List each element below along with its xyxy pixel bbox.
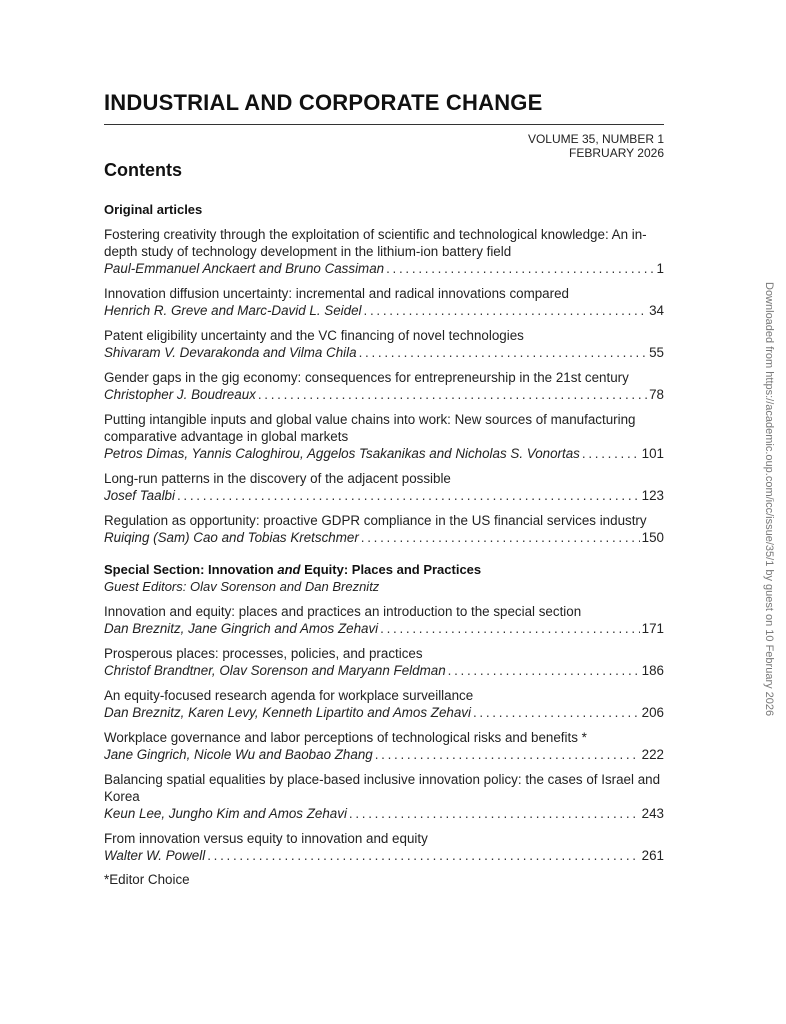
article-title[interactable]: From innovation versus equity to innovation and equity [104,831,428,846]
dot-leader [359,344,648,361]
article-authors: Josef Taalbi [104,488,175,503]
section-heading: Original articles [104,202,203,217]
toc-entry[interactable] [104,327,664,361]
toc-entry[interactable] [104,729,664,763]
page-number: 261 [641,848,664,863]
toc-entry[interactable] [104,830,664,864]
page-number: 243 [641,806,664,821]
article-authors: Dan Breznitz, Karen Levy, Kenneth Lipartito and Amos Zehavi [104,705,471,720]
toc-entry[interactable] [104,285,664,319]
page-number: 186 [641,663,664,678]
journal-title: INDUSTRIAL AND CORPORATE CHANGE [104,90,543,115]
dot-leader [361,529,640,546]
article-authors: Christopher J. Boudreaux [104,387,256,402]
toc-entry[interactable] [104,369,664,403]
article-title[interactable]: Long-run patterns in the discovery of the adjacent possible [104,471,451,486]
article-title[interactable]: Gender gaps in the gig economy: consequences for entrepreneurship in the 21st century [104,370,629,385]
toc-entry[interactable] [104,603,664,637]
toc-entry[interactable] [104,411,664,462]
dot-leader [375,746,640,763]
article-title[interactable]: Innovation diffusion uncertainty: incremental and radical innovations compared [104,286,569,301]
article-authors: Petros Dimas, Yannis Caloghirou, Aggelos Tsakanikas and Nicholas S. Vonortas [104,446,580,461]
dot-leader [349,805,640,822]
toc-entry[interactable] [104,687,664,721]
article-authors: Shivaram V. Devarakonda and Vilma Chila [104,345,357,360]
dot-leader [582,445,640,462]
article-authors: Paul-Emmanuel Anckaert and Bruno Cassiman [104,261,385,276]
page-number: 123 [641,488,664,503]
dot-leader [380,620,640,637]
article-authors: Jane Gingrich, Nicole Wu and Baobao Zhang [104,747,373,762]
page-number: 55 [649,345,664,360]
article-title[interactable]: Fostering creativity through the exploitation of scientific and technological knowledge: An in-depth study of technology development in the lithium-ion battery field [104,227,647,259]
dot-leader [386,260,654,277]
dot-leader [364,302,648,319]
article-title[interactable]: Patent eligibility uncertainty and the VC financing of novel technologies [104,328,524,343]
section-original-articles [104,202,664,546]
article-title[interactable]: Workplace governance and labor perceptions of technological risks and benefits * [104,730,587,745]
section-special [104,562,664,864]
toc-entry[interactable] [104,645,664,679]
download-watermark: Downloaded from https://academic.oup.com/icc/issue/35/1 by guest on 10 February 2026 [763,282,775,717]
section-entries [104,603,664,864]
footnote-editor-choice: *Editor Choice [104,872,190,887]
article-authors: Christof Brandtner, Olav Sorenson and Maryann Feldman [104,663,446,678]
page-number: 150 [641,530,664,545]
article-authors: Walter W. Powell [104,848,206,863]
article-title[interactable]: Regulation as opportunity: proactive GDPR compliance in the US financial services industry [104,513,647,528]
page-number: 78 [649,387,664,402]
toc-entry[interactable] [104,470,664,504]
guest-editors: Guest Editors: Olav Sorenson and Dan Breznitz [104,579,380,594]
volume-number: VOLUME 35, NUMBER 1 [527,132,664,146]
page-number: 171 [641,621,664,636]
dot-leader [177,487,640,504]
article-title[interactable]: Balancing spatial equalities by place-based inclusive innovation policy: the cases of Israel and Korea [104,772,661,804]
article-title[interactable]: Innovation and equity: places and practices an introduction to the special section [104,604,582,619]
dot-leader [207,847,639,864]
dot-leader [448,662,640,679]
article-authors: Henrich R. Greve and Marc-David L. Seidel [104,303,362,318]
article-title[interactable]: Prosperous places: processes, policies, and practices [104,646,423,661]
article-authors: Ruiqing (Sam) Cao and Tobias Kretschmer [104,530,359,545]
dot-leader [258,386,647,403]
page-number: 34 [649,303,664,318]
article-title[interactable]: Putting intangible inputs and global value chains into work: New sources of manufacturing comparative advantage in global markets [104,412,636,444]
page-number: 1 [656,261,664,276]
toc-entry[interactable] [104,512,664,546]
article-title[interactable]: An equity-focused research agenda for workplace surveillance [104,688,474,703]
dot-leader [473,704,640,721]
section-heading: Special Section: Innovation and Equity: Places and Practices [104,562,482,577]
article-authors: Dan Breznitz, Jane Gingrich and Amos Zehavi [104,621,379,636]
page-number: 206 [641,705,664,720]
issue-date: FEBRUARY 2026 [569,146,664,160]
contents-heading: Contents [104,160,182,180]
page-number: 101 [641,446,664,461]
issue-info [528,132,664,160]
article-authors: Keun Lee, Jungho Kim and Amos Zehavi [104,806,347,821]
table-of-contents [104,202,664,887]
toc-entry[interactable] [104,226,664,277]
page-number: 222 [641,747,664,762]
toc-entry[interactable] [104,771,664,822]
section-entries [104,226,664,546]
title-divider [104,124,664,125]
